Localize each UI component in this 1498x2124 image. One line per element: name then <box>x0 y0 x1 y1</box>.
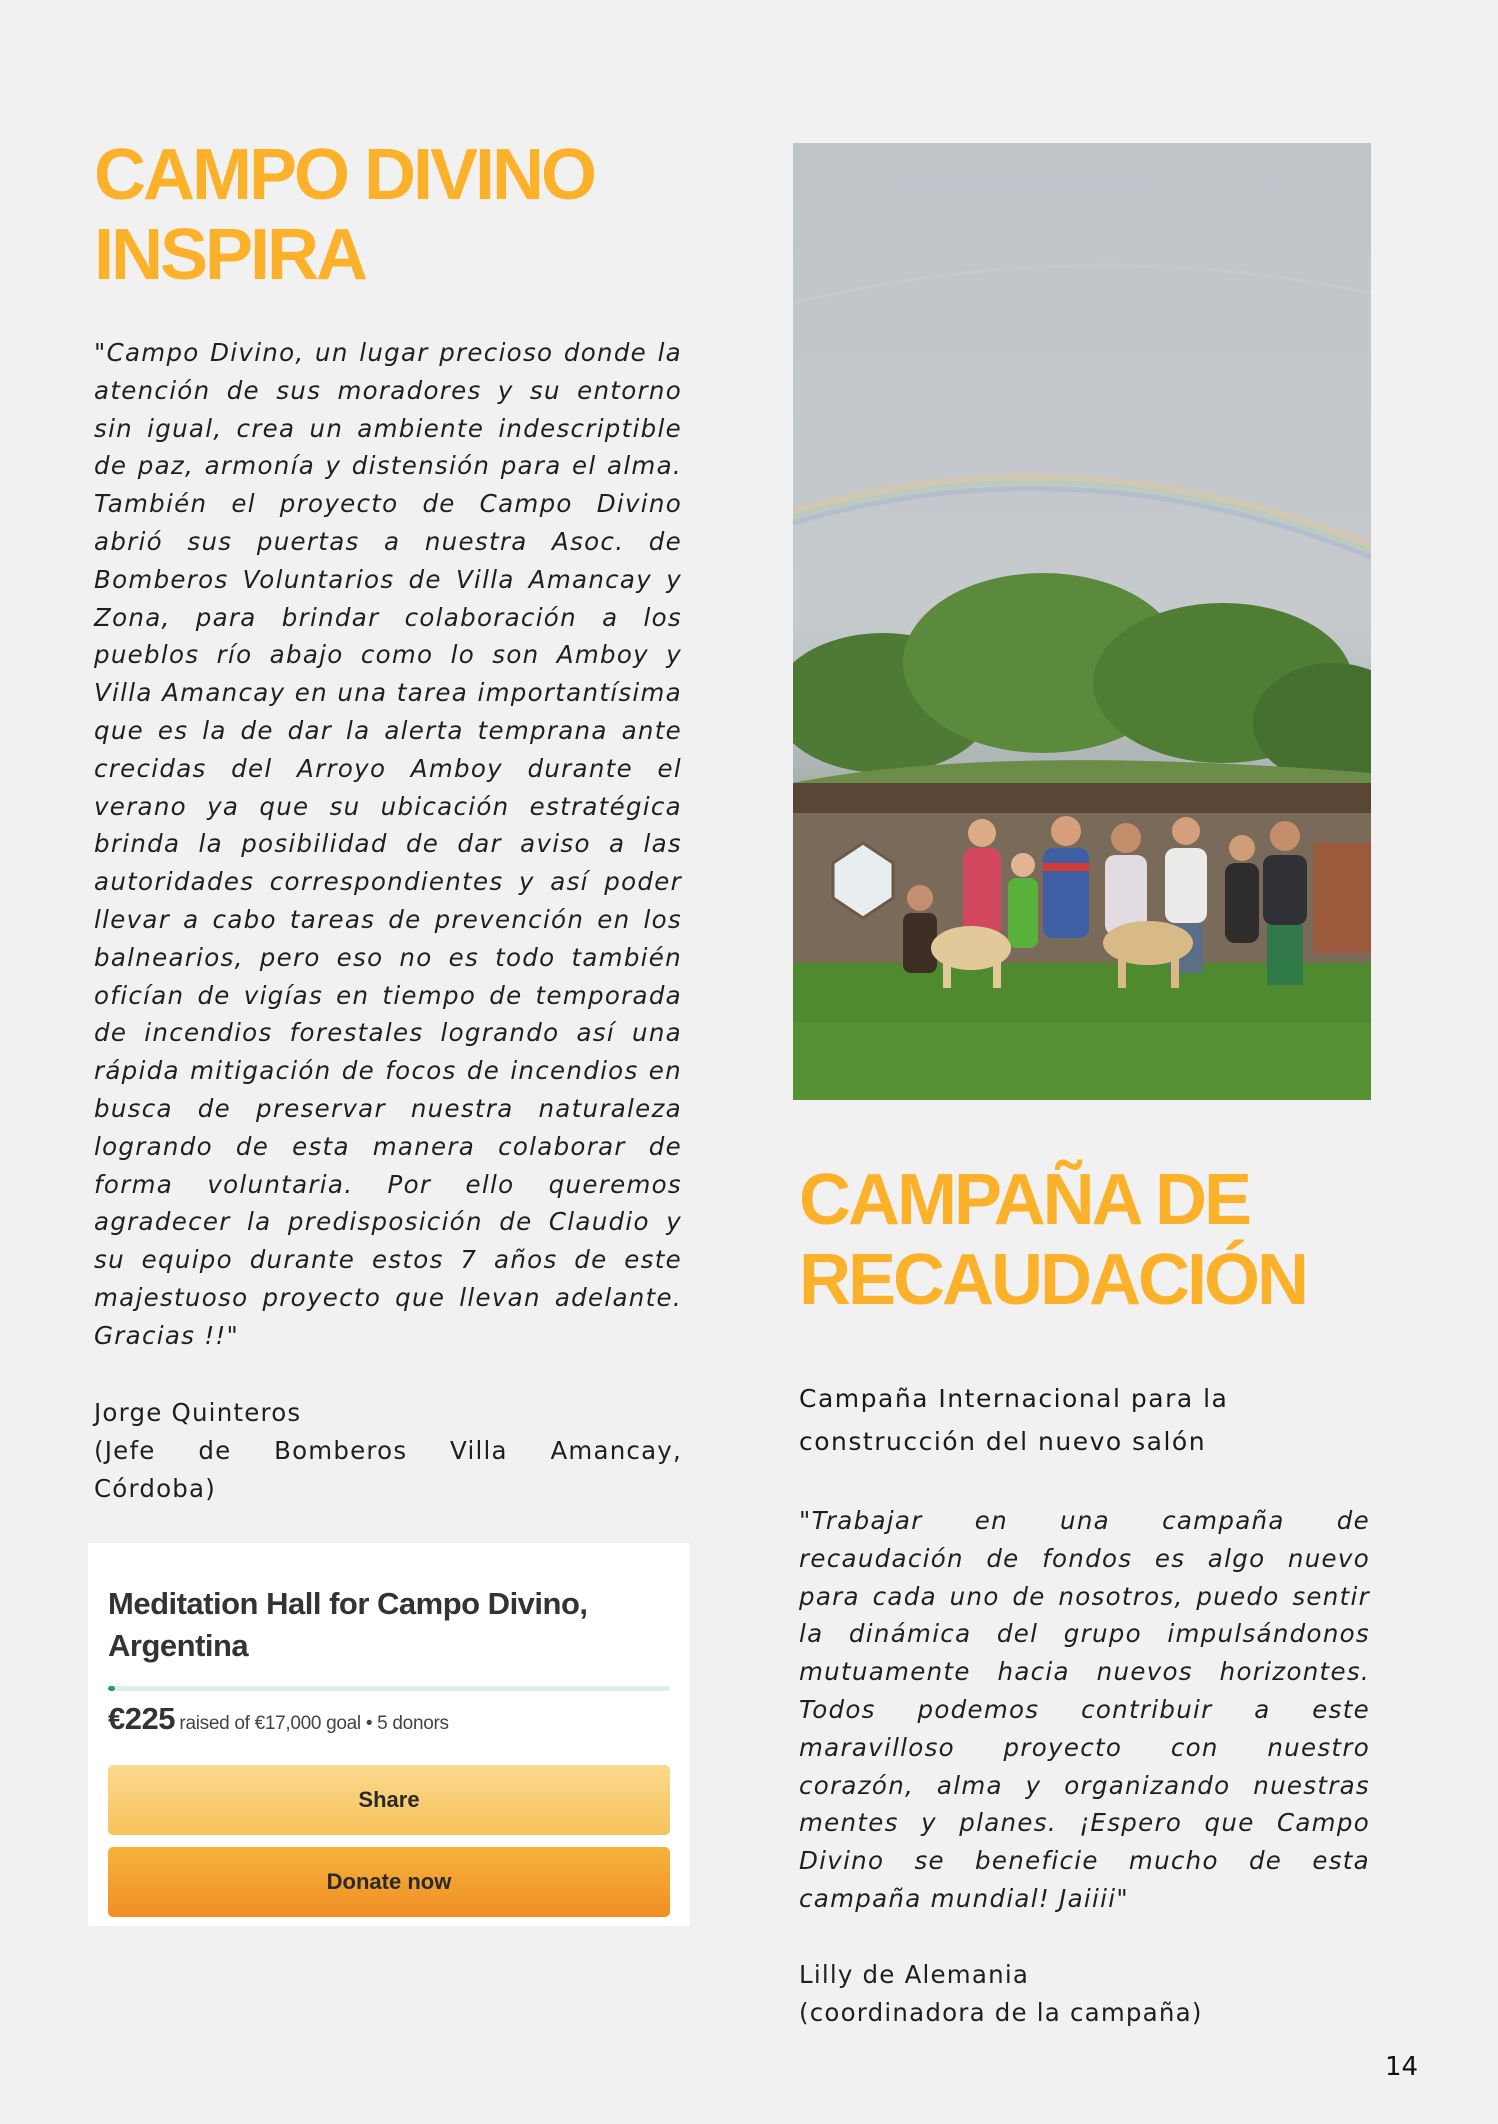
author-name: Lilly de Alemania <box>799 1960 1030 1989</box>
section-heading-campana-recaudacion <box>799 1160 1306 1320</box>
heading-line: CAMPAÑA DE <box>799 1160 1249 1240</box>
fundraiser-raised-row <box>108 1701 449 1737</box>
heading-line: CAMPO DIVINO <box>94 135 595 215</box>
testimonial-quote-lilly: "Trabajar en una campaña de recaudación de fondos es algo nuevo para cada uno de nosotros, puedo sentir la dinámica del grupo impulsándonos mutuamente hacia nuevos horizontes. Todos podemos contribuir a este maravilloso proyecto con nuestro corazón, alma y organizando nuestras mentes y planes. ¡Espero que Campo Divino se beneficie mucho de esta campaña mundial! Jaiiii" <box>799 1506 1370 1913</box>
author-location: Córdoba) <box>94 1473 217 1503</box>
fundraiser-progress-fill <box>108 1686 115 1691</box>
author-role: (coordinadora de la campaña) <box>799 1997 1203 2027</box>
testimonial-signature-lilly <box>799 1956 1370 2032</box>
testimonial-signature-jorge <box>94 1394 682 1507</box>
donate-now-button[interactable]: Donate now <box>108 1847 670 1917</box>
group-photo-illustration <box>793 143 1371 1100</box>
raised-amount: €225 <box>108 1701 175 1736</box>
section-heading-campo-divino-inspira <box>94 135 594 295</box>
testimonial-quote-jorge: "Campo Divino, un lugar precioso donde la atención de sus moradores y su entorno sin igual, crea un ambiente indescriptible de paz, armonía y distensión para el alma. También el proyecto de Campo Divino abrió sus puertas a nuestra Asoc. de Bomberos Voluntarios de Villa Amancay y Zona, para brindar colaboración a los pueblos río abajo como lo son Amboy y Villa Amancay en una tarea importantísima que es la de dar la alerta temprana ante crecidas del Arroyo Amboy durante el verano ya que su ubicación estratégica brinda la posibilidad de dar aviso a las autoridades correspondientes y así poder llevar a cabo tareas de prevención en los balnearios, pero eso no es todo también oficían de vigías en tiempo de temporada de incendios forestales logrando así una rápida mitigación de focos de incendios en busca de preservar nuestra naturaleza logrando de esta manera colaborar de forma voluntaria. Por ello queremos agradecer la predisposición de Claudio y su equipo durante estos 7 años de este majestuoso proyecto que llevan adelante. Gracias !!" <box>94 338 682 1350</box>
campaign-subtitle: Campaña Internacional para la construcción del nuevo salón <box>799 1384 1229 1456</box>
share-button[interactable]: Share <box>108 1765 670 1835</box>
fundraiser-widget <box>88 1543 690 1926</box>
group-photo-rainbow <box>793 143 1371 1100</box>
author-role: (Jefe de Bomberos Villa Amancay, <box>94 1435 682 1465</box>
fundraiser-progress-bar <box>108 1686 670 1691</box>
heading-line: INSPIRA <box>94 215 366 295</box>
heading-line: RECAUDACIÓN <box>799 1240 1306 1320</box>
page-number: 14 <box>1385 2052 1419 2082</box>
author-name: Jorge Quinteros <box>94 1398 302 1427</box>
fundraiser-title: Meditation Hall for Campo Divino, Argentina <box>108 1586 588 1663</box>
goal-text: raised of €17,000 goal • 5 donors <box>179 1713 449 1734</box>
